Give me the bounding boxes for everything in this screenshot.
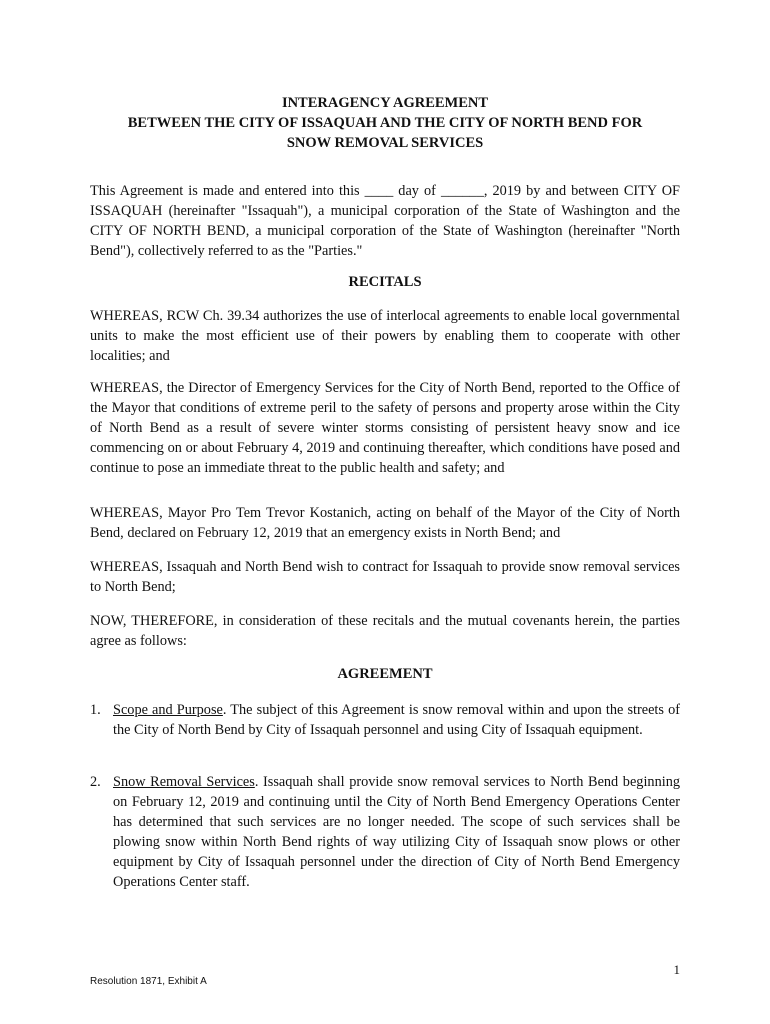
title-line-2: BETWEEN THE CITY OF ISSAQUAH AND THE CITY OF NORTH BEND FOR <box>127 115 643 131</box>
title-line-1: INTERAGENCY AGREEMENT <box>281 95 489 111</box>
agreement-heading: AGREEMENT <box>337 666 433 682</box>
item-title: Snow Removal Services <box>113 774 255 790</box>
item-text: . Issaquah shall provide snow removal services to North Bend beginning on February 12, 2019 and continuing until the City of North Bend Emergency Operations Center has determined that such services are no longer needed. The scope of such services shall be plowing snow within North Bend rights of way utilizing City of Issaquah snow plows or other equipment by City of Issaquah personnel under the direction of City of North Bend Emergency Operations Center staff. <box>113 774 680 890</box>
whereas-paragraph-3: WHEREAS, Mayor Pro Tem Trevor Kostanich, acting on behalf of the Mayor of the City of North Bend, declared on February 12, 2019 that an emergency exists in North Bend; and <box>90 505 680 541</box>
document-title <box>90 93 680 153</box>
agreement-item-2 <box>90 772 680 892</box>
page-number: 1 <box>673 962 680 977</box>
item-body <box>113 700 680 740</box>
item-text: . The subject of this Agreement is snow removal within and upon the streets of the City of North Bend by City of Issaquah personnel and using City of Issaquah equipment. <box>113 702 680 738</box>
recitals-heading: RECITALS <box>348 274 422 290</box>
intro-paragraph: This Agreement is made and entered into this ____ day of ______, 2019 by and between CITY OF ISSAQUAH (hereinafter "Issaquah"), a municipal corporation of the State of Washington and the CITY OF NORTH BEND, a municipal corporation of the State of Washington (hereinafter "North Bend"), collectively referred to as the "Parties." <box>90 183 680 259</box>
footer-text: Resolution 1871, Exhibit A <box>90 976 207 987</box>
whereas-paragraph-4: WHEREAS, Issaquah and North Bend wish to contract for Issaquah to provide snow removal services to North Bend; <box>90 559 680 595</box>
agreement-item-1 <box>90 700 680 740</box>
item-title: Scope and Purpose <box>113 702 223 718</box>
whereas-paragraph-1: WHEREAS, RCW Ch. 39.34 authorizes the use of interlocal agreements to enable local governmental units to make the most efficient use of their powers by enabling them to cooperate with other localities; and <box>90 308 680 364</box>
therefore-paragraph: NOW, THEREFORE, in consideration of these recitals and the mutual covenants herein, the parties agree as follows: <box>90 613 680 649</box>
title-line-3: SNOW REMOVAL SERVICES <box>286 135 484 151</box>
item-body <box>113 772 680 892</box>
item-number: 2. <box>90 774 101 790</box>
item-number: 1. <box>90 702 101 718</box>
whereas-paragraph-2: WHEREAS, the Director of Emergency Services for the City of North Bend, reported to the Office of the Mayor that conditions of extreme peril to the safety of persons and property arose within the City of North Bend as a result of severe winter storms consisting of persistent heavy snow and ice commencing on or about February 4, 2019 and continuing thereafter, which conditions have posed and continue to pose an immediate threat to the public health and safety; and <box>90 380 680 476</box>
